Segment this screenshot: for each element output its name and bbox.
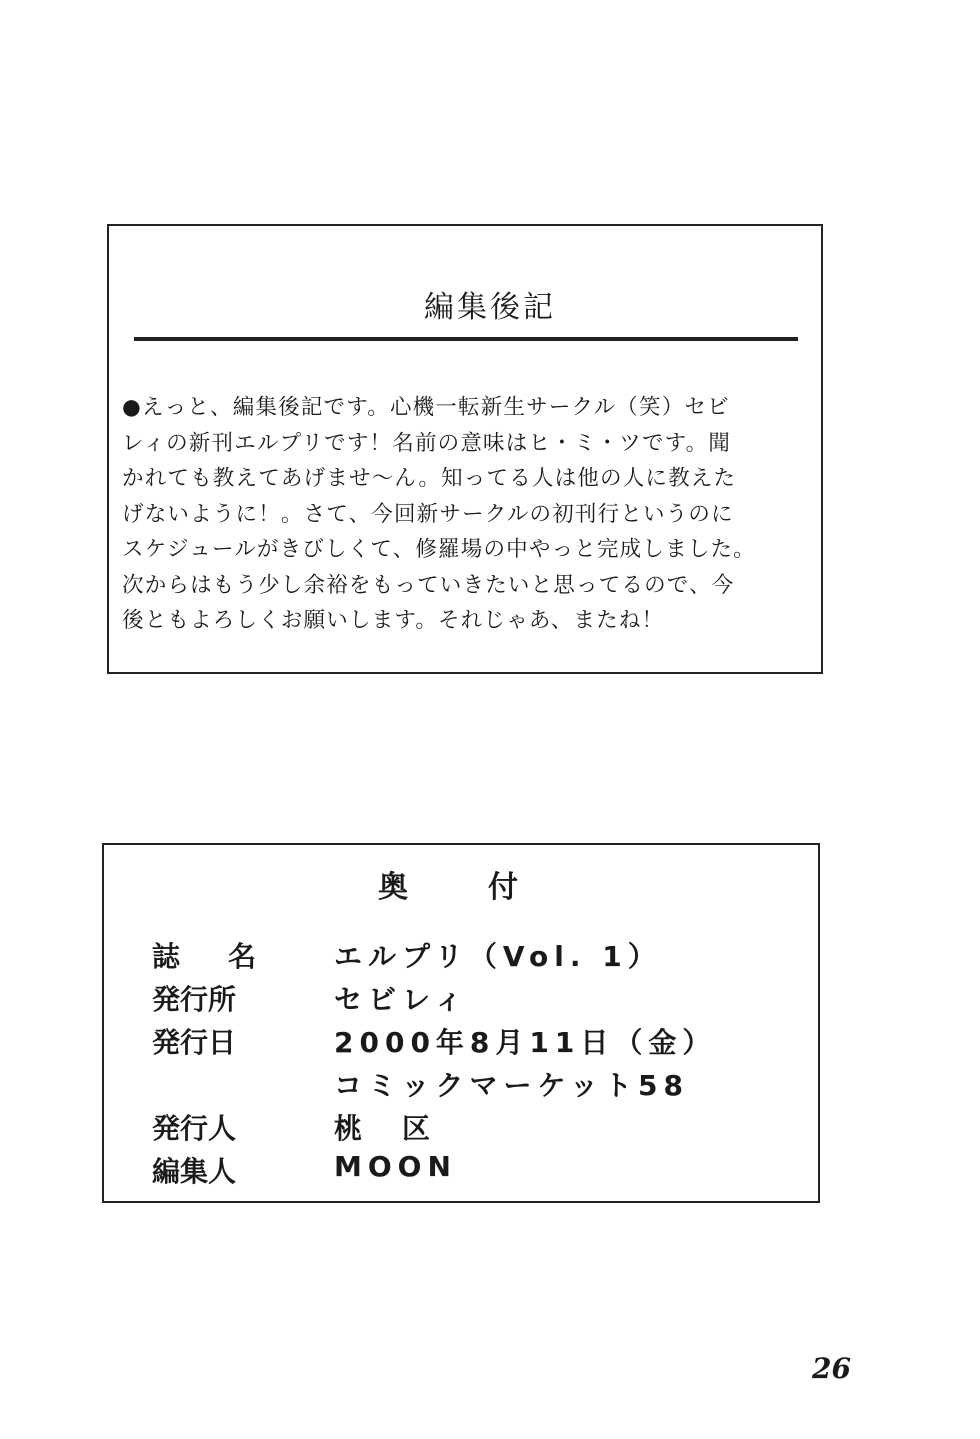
label-char: 発行日 xyxy=(152,1026,237,1059)
afterword-line: レィの新刊エルプリです！名前の意味はヒ・ミ・ツです。聞 xyxy=(122,430,732,456)
row-value: エルプリ（Vol. 1） xyxy=(334,940,662,973)
label-char: 発行人 xyxy=(152,1112,237,1145)
afterword-line: ●えっと、編集後記です。心機一転新生サークル（笑）セビ xyxy=(122,395,730,420)
row-label xyxy=(152,978,256,1018)
label-char: 編集人 xyxy=(152,1155,237,1188)
colophon-title xyxy=(378,862,518,906)
afterword-title: 編集後記 xyxy=(424,290,556,325)
row-value: MOON xyxy=(334,1150,457,1183)
row-label xyxy=(152,1107,256,1147)
row-value: 2000年8月11日（金） xyxy=(334,1026,717,1059)
afterword-line: スケジュールがきびしくて、修羅場の中やっと完成しました。 xyxy=(122,537,756,562)
afterword-line: 後ともよろしくお願いします。それじゃあ、またね！ xyxy=(122,608,665,633)
row-value: 桃 区 xyxy=(334,1112,437,1145)
colophon-title-char: 奥 xyxy=(378,870,408,905)
row-label xyxy=(152,1021,256,1061)
colophon-title-char: 付 xyxy=(488,870,518,905)
title-underline xyxy=(134,337,798,341)
label-char: 誌 xyxy=(152,940,181,973)
afterword-line: かれても教えてあげませ～ん。知ってる人は他の人に教えた xyxy=(122,466,737,491)
afterword-line: 次からはもう少し余裕をもっていきたいと思ってるので、今 xyxy=(122,572,735,598)
afterword-text xyxy=(122,390,822,639)
row-label xyxy=(152,1150,256,1190)
afterword-line: げないように！。さて、今回新サークルの初刊行というのに xyxy=(122,501,734,527)
row-label xyxy=(152,935,256,975)
row-value: コミックマーケット58 xyxy=(334,1069,690,1102)
label-char: 名 xyxy=(227,940,256,973)
label-char: 発行所 xyxy=(152,983,237,1016)
page-number: 26 xyxy=(812,1352,851,1385)
row-value: セビレィ xyxy=(334,983,469,1016)
